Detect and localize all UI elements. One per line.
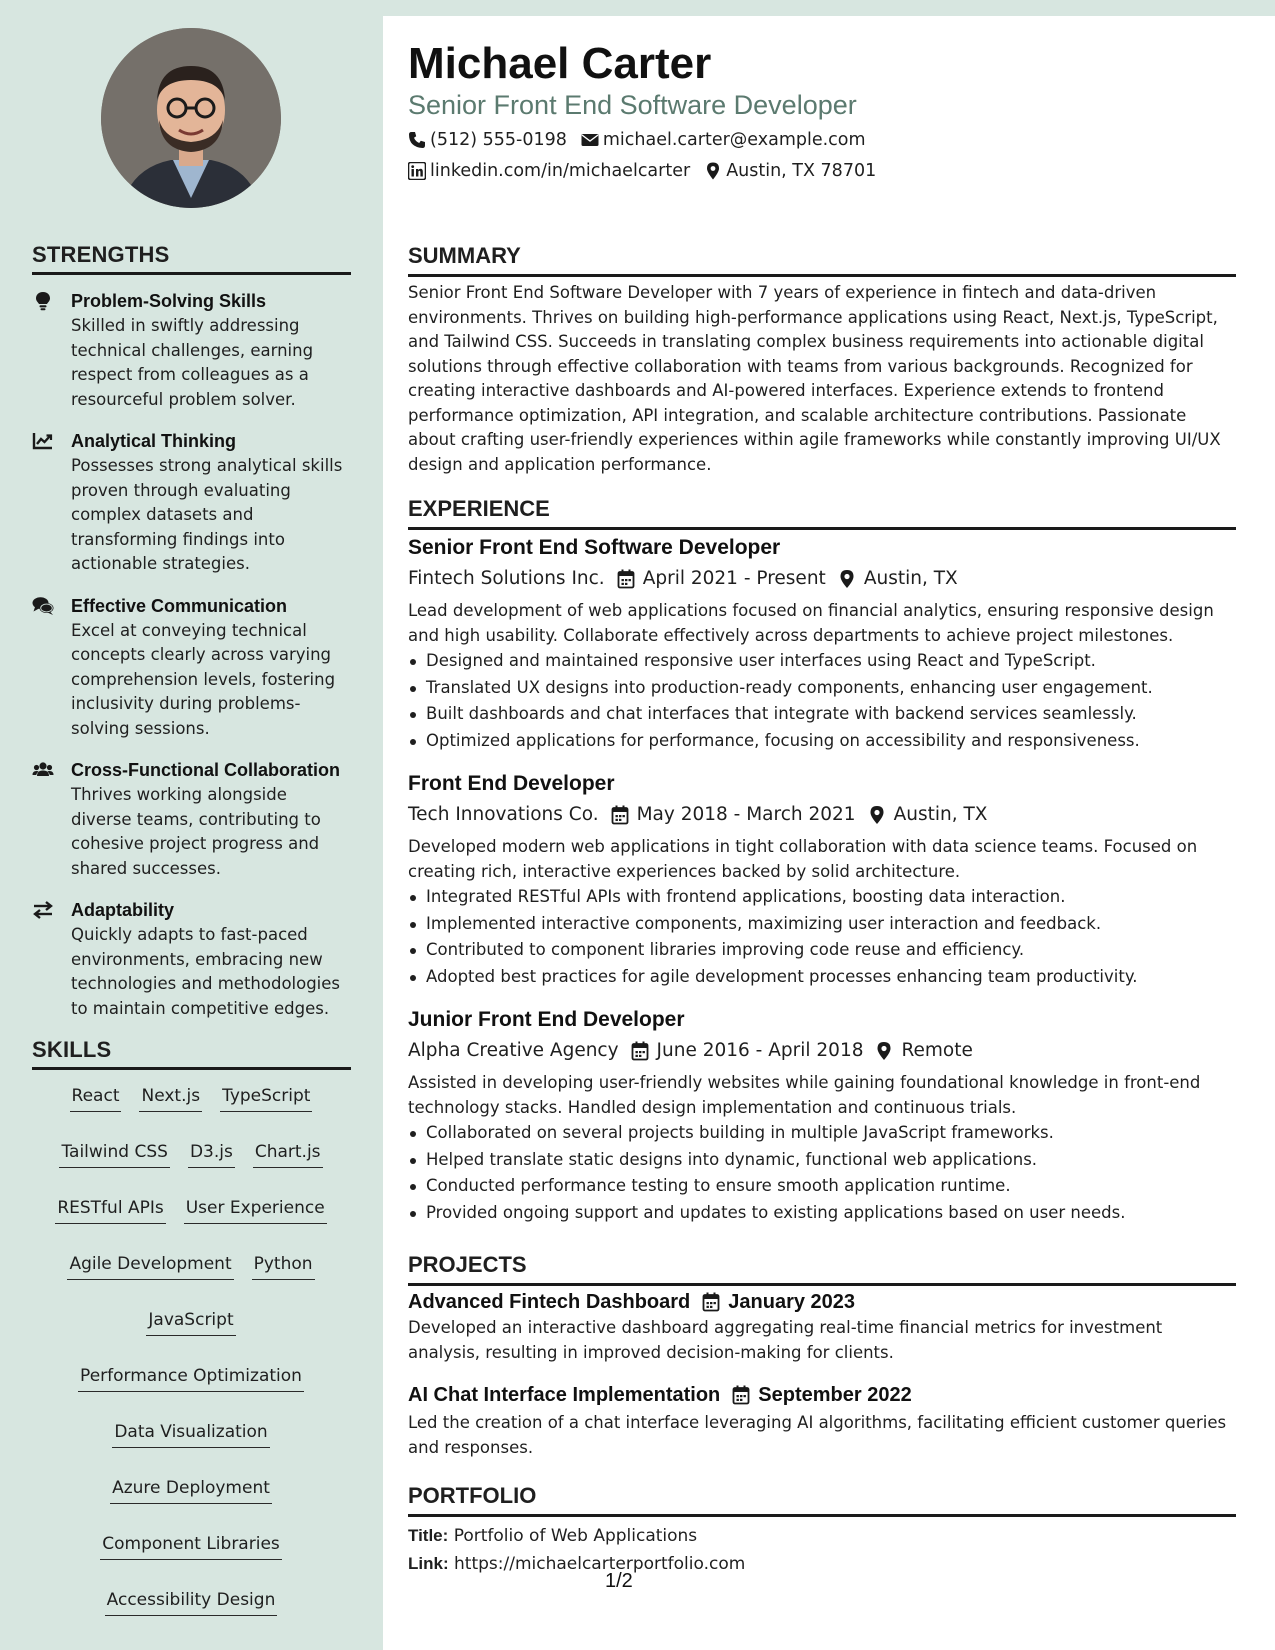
skill-tag: User Experience bbox=[184, 1196, 327, 1224]
strength-description: Excel at conveying technical concepts clearly across varying comprehension levels, fostering inclusivity during problems-solving sessions. bbox=[71, 620, 336, 738]
strength-item bbox=[32, 430, 352, 577]
experience-heading: EXPERIENCE bbox=[408, 495, 1236, 530]
project-description: Led the creation of a chat interface leveraging AI algorithms, facilitating efficient customer queries and responses. bbox=[408, 1413, 1227, 1457]
envelope-icon bbox=[581, 131, 599, 149]
job-meta bbox=[408, 565, 1236, 593]
portfolio-heading: PORTFOLIO bbox=[408, 1482, 1236, 1517]
location-text: Austin, TX 78701 bbox=[726, 161, 877, 181]
skill-tag: Chart.js bbox=[253, 1140, 323, 1168]
job-title: Junior Front End Developer bbox=[408, 1008, 685, 1031]
list-item: Conducted performance testing to ensure smooth application runtime. bbox=[408, 1173, 1236, 1200]
project-description: Developed an interactive dashboard aggregating real-time financial metrics for investment analysis, resulting in improved decision-making for clients. bbox=[408, 1318, 1163, 1362]
list-item: Helped translate static designs into dynamic, functional web applications. bbox=[408, 1147, 1236, 1174]
project-title: AI Chat Interface Implementation bbox=[408, 1384, 721, 1406]
job-dates: April 2021 - Present bbox=[642, 568, 826, 589]
skill-tag: JavaScript bbox=[146, 1308, 235, 1336]
skills-list bbox=[40, 1084, 342, 1616]
summary-text: Senior Front End Software Developer with 7 years of experience in fintech and data-driven environments. Thrives on building high-performance applications using React, Next.js, TypeScript, and Tailwind CSS. Succeeds in translating complex business requirements into actionable digital solutions through effective collaboration with teams from various backgrounds. Recognized for creating interactive dashboards and AI-powered interfaces. Experience extends to frontend performance optimization, API integration, and scalable architecture contributions. Passionate about crafting user-friendly experiences within agile frameworks while constantly improving UI/UX design and application performance. bbox=[408, 283, 1221, 474]
job-bullets bbox=[408, 884, 1236, 990]
list-item: Implemented interactive components, maximizing user interaction and feedback. bbox=[408, 911, 1236, 938]
profile-photo-image bbox=[101, 28, 281, 208]
job-company: Alpha Creative Agency bbox=[408, 1040, 619, 1061]
job-description: Developed modern web applications in tight collaboration with data science teams. Focused on creating rich, interactive experiences backed by solid architecture. bbox=[408, 837, 1198, 881]
portfolio-title-value: Portfolio of Web Applications bbox=[453, 1526, 698, 1546]
job-meta bbox=[408, 801, 1236, 829]
list-item: Adopted best practices for agile development processes enhancing team productivity. bbox=[408, 964, 1236, 991]
strength-title: Effective Communication bbox=[71, 595, 288, 616]
strengths-heading: STRENGTHS bbox=[32, 242, 351, 275]
email-text[interactable]: michael.carter@example.com bbox=[602, 130, 866, 150]
map-pin-icon bbox=[868, 805, 886, 825]
linkedin-icon bbox=[408, 162, 426, 180]
linkedin-contact[interactable] bbox=[408, 159, 690, 183]
project-title-row bbox=[408, 1381, 1236, 1409]
strength-item bbox=[32, 595, 352, 742]
page-number: 1/2 bbox=[605, 1570, 633, 1592]
list-item: Built dashboards and chat interfaces that integrate with backend services seamlessly. bbox=[408, 701, 1236, 728]
strength-description: Quickly adapts to fast-paced environments, embracing new technologies and methodologies to maintain competitive edges. bbox=[71, 925, 341, 1018]
map-pin-icon bbox=[875, 1041, 893, 1061]
contact-row-2 bbox=[408, 159, 1236, 183]
project-title-row bbox=[408, 1288, 1236, 1316]
strength-item bbox=[32, 899, 352, 1021]
list-item: Provided ongoing support and updates to existing applications based on user needs. bbox=[408, 1200, 1236, 1227]
job-entry bbox=[408, 770, 1236, 990]
job-title: Front End Developer bbox=[408, 772, 615, 795]
list-item: Integrated RESTful APIs with frontend applications, boosting data interaction. bbox=[408, 884, 1236, 911]
map-pin-icon bbox=[838, 569, 856, 589]
contact-row-1 bbox=[408, 128, 1236, 152]
portfolio-link-label: Link: bbox=[408, 1554, 449, 1573]
sidebar bbox=[0, 0, 383, 1650]
job-location: Austin, TX bbox=[893, 804, 988, 825]
exchange-arrows-icon bbox=[32, 900, 56, 920]
skills-heading: SKILLS bbox=[32, 1037, 351, 1070]
main-content bbox=[383, 16, 1275, 1650]
job-location: Remote bbox=[901, 1040, 973, 1061]
strength-title: Analytical Thinking bbox=[71, 431, 237, 451]
job-company: Fintech Solutions Inc. bbox=[408, 568, 605, 589]
skill-tag: Component Libraries bbox=[100, 1532, 282, 1560]
skill-tag: Next.js bbox=[139, 1084, 202, 1112]
calendar-icon bbox=[702, 1292, 720, 1312]
portfolio-title-label: Title: bbox=[408, 1526, 449, 1545]
calendar-icon bbox=[631, 1041, 649, 1061]
job-entry bbox=[408, 1006, 1236, 1226]
phone-icon bbox=[408, 131, 426, 149]
projects-heading: PROJECTS bbox=[408, 1251, 1236, 1286]
skill-tag: Python bbox=[252, 1252, 315, 1280]
job-dates: May 2018 - March 2021 bbox=[636, 804, 856, 825]
strength-description: Thrives working alongside diverse teams, contributing to cohesive project progress and shared successes. bbox=[71, 785, 321, 878]
summary-heading: SUMMARY bbox=[408, 242, 1236, 277]
project-date: January 2023 bbox=[728, 1291, 856, 1313]
users-icon bbox=[32, 760, 56, 780]
skill-tag: Tailwind CSS bbox=[59, 1140, 169, 1168]
skill-tag: RESTful APIs bbox=[55, 1196, 165, 1224]
calendar-icon bbox=[617, 569, 635, 589]
project-date: September 2022 bbox=[758, 1384, 912, 1406]
skill-tag: Accessibility Design bbox=[105, 1588, 278, 1616]
skill-tag: Agile Development bbox=[67, 1252, 233, 1280]
comments-icon bbox=[32, 596, 56, 616]
profile-photo bbox=[101, 28, 281, 208]
list-item: Translated UX designs into production-ready components, enhancing user engagement. bbox=[408, 675, 1236, 702]
strength-item bbox=[32, 759, 352, 881]
project-title: Advanced Fintech Dashboard bbox=[408, 1291, 691, 1313]
candidate-role: Senior Front End Software Developer bbox=[408, 90, 857, 120]
candidate-name: Michael Carter bbox=[408, 39, 712, 88]
job-meta bbox=[408, 1037, 1236, 1065]
skill-tag: Azure Deployment bbox=[110, 1476, 272, 1504]
list-item: Designed and maintained responsive user interfaces using React and TypeScript. bbox=[408, 648, 1236, 675]
job-title: Senior Front End Software Developer bbox=[408, 536, 781, 559]
skill-tag: TypeScript bbox=[220, 1084, 312, 1112]
job-description: Lead development of web applications focused on financial analytics, ensuring responsive design and high usability. Collaborate effectively across departments to achieve project milestones. bbox=[408, 601, 1214, 645]
list-item: Optimized applications for performance, focusing on accessibility and responsiveness. bbox=[408, 728, 1236, 755]
chart-line-icon bbox=[32, 431, 56, 451]
strengths-list bbox=[32, 290, 352, 1039]
job-bullets bbox=[408, 648, 1236, 754]
portfolio-link-line bbox=[408, 1550, 1236, 1578]
job-bullets bbox=[408, 1120, 1236, 1226]
phone-contact bbox=[408, 128, 567, 152]
skill-tag: D3.js bbox=[188, 1140, 235, 1168]
project-entry bbox=[408, 1288, 1236, 1365]
portfolio-link[interactable]: https://michaelcarterportfolio.com bbox=[454, 1554, 746, 1574]
strength-description: Skilled in swiftly addressing technical challenges, earning respect from colleagues as a resourceful problem solver. bbox=[71, 316, 314, 409]
job-company: Tech Innovations Co. bbox=[408, 804, 599, 825]
skill-tag: Data Visualization bbox=[112, 1420, 269, 1448]
skill-tag: Performance Optimization bbox=[78, 1364, 304, 1392]
job-entry bbox=[408, 534, 1236, 754]
job-dates: June 2016 - April 2018 bbox=[656, 1040, 864, 1061]
strength-title: Cross-Functional Collaboration bbox=[71, 760, 341, 780]
project-entry bbox=[408, 1381, 1236, 1460]
strength-description: Possesses strong analytical skills proven through evaluating complex datasets and transforming findings into actionable strategies. bbox=[71, 456, 343, 573]
strength-title: Adaptability bbox=[71, 900, 175, 920]
job-location: Austin, TX bbox=[863, 568, 958, 589]
calendar-icon bbox=[732, 1385, 750, 1405]
email-contact[interactable] bbox=[581, 128, 866, 152]
phone-text: (512) 555-0198 bbox=[430, 130, 567, 150]
location-contact bbox=[704, 159, 876, 183]
portfolio-title-line bbox=[408, 1522, 1236, 1550]
strength-title: Problem-Solving Skills bbox=[71, 291, 267, 311]
map-pin-icon bbox=[704, 162, 722, 180]
calendar-icon bbox=[611, 805, 629, 825]
skill-tag: React bbox=[70, 1084, 122, 1112]
list-item: Collaborated on several projects building in multiple JavaScript frameworks. bbox=[408, 1120, 1236, 1147]
job-description: Assisted in developing user-friendly websites while gaining foundational knowledge in front-end technology stacks. Handled design implementation and continuous trials. bbox=[408, 1073, 1201, 1117]
strength-item bbox=[32, 290, 352, 412]
list-item: Contributed to component libraries improving code reuse and efficiency. bbox=[408, 937, 1236, 964]
lightbulb-icon bbox=[32, 291, 56, 311]
linkedin-text[interactable]: linkedin.com/in/michaelcarter bbox=[430, 161, 691, 181]
